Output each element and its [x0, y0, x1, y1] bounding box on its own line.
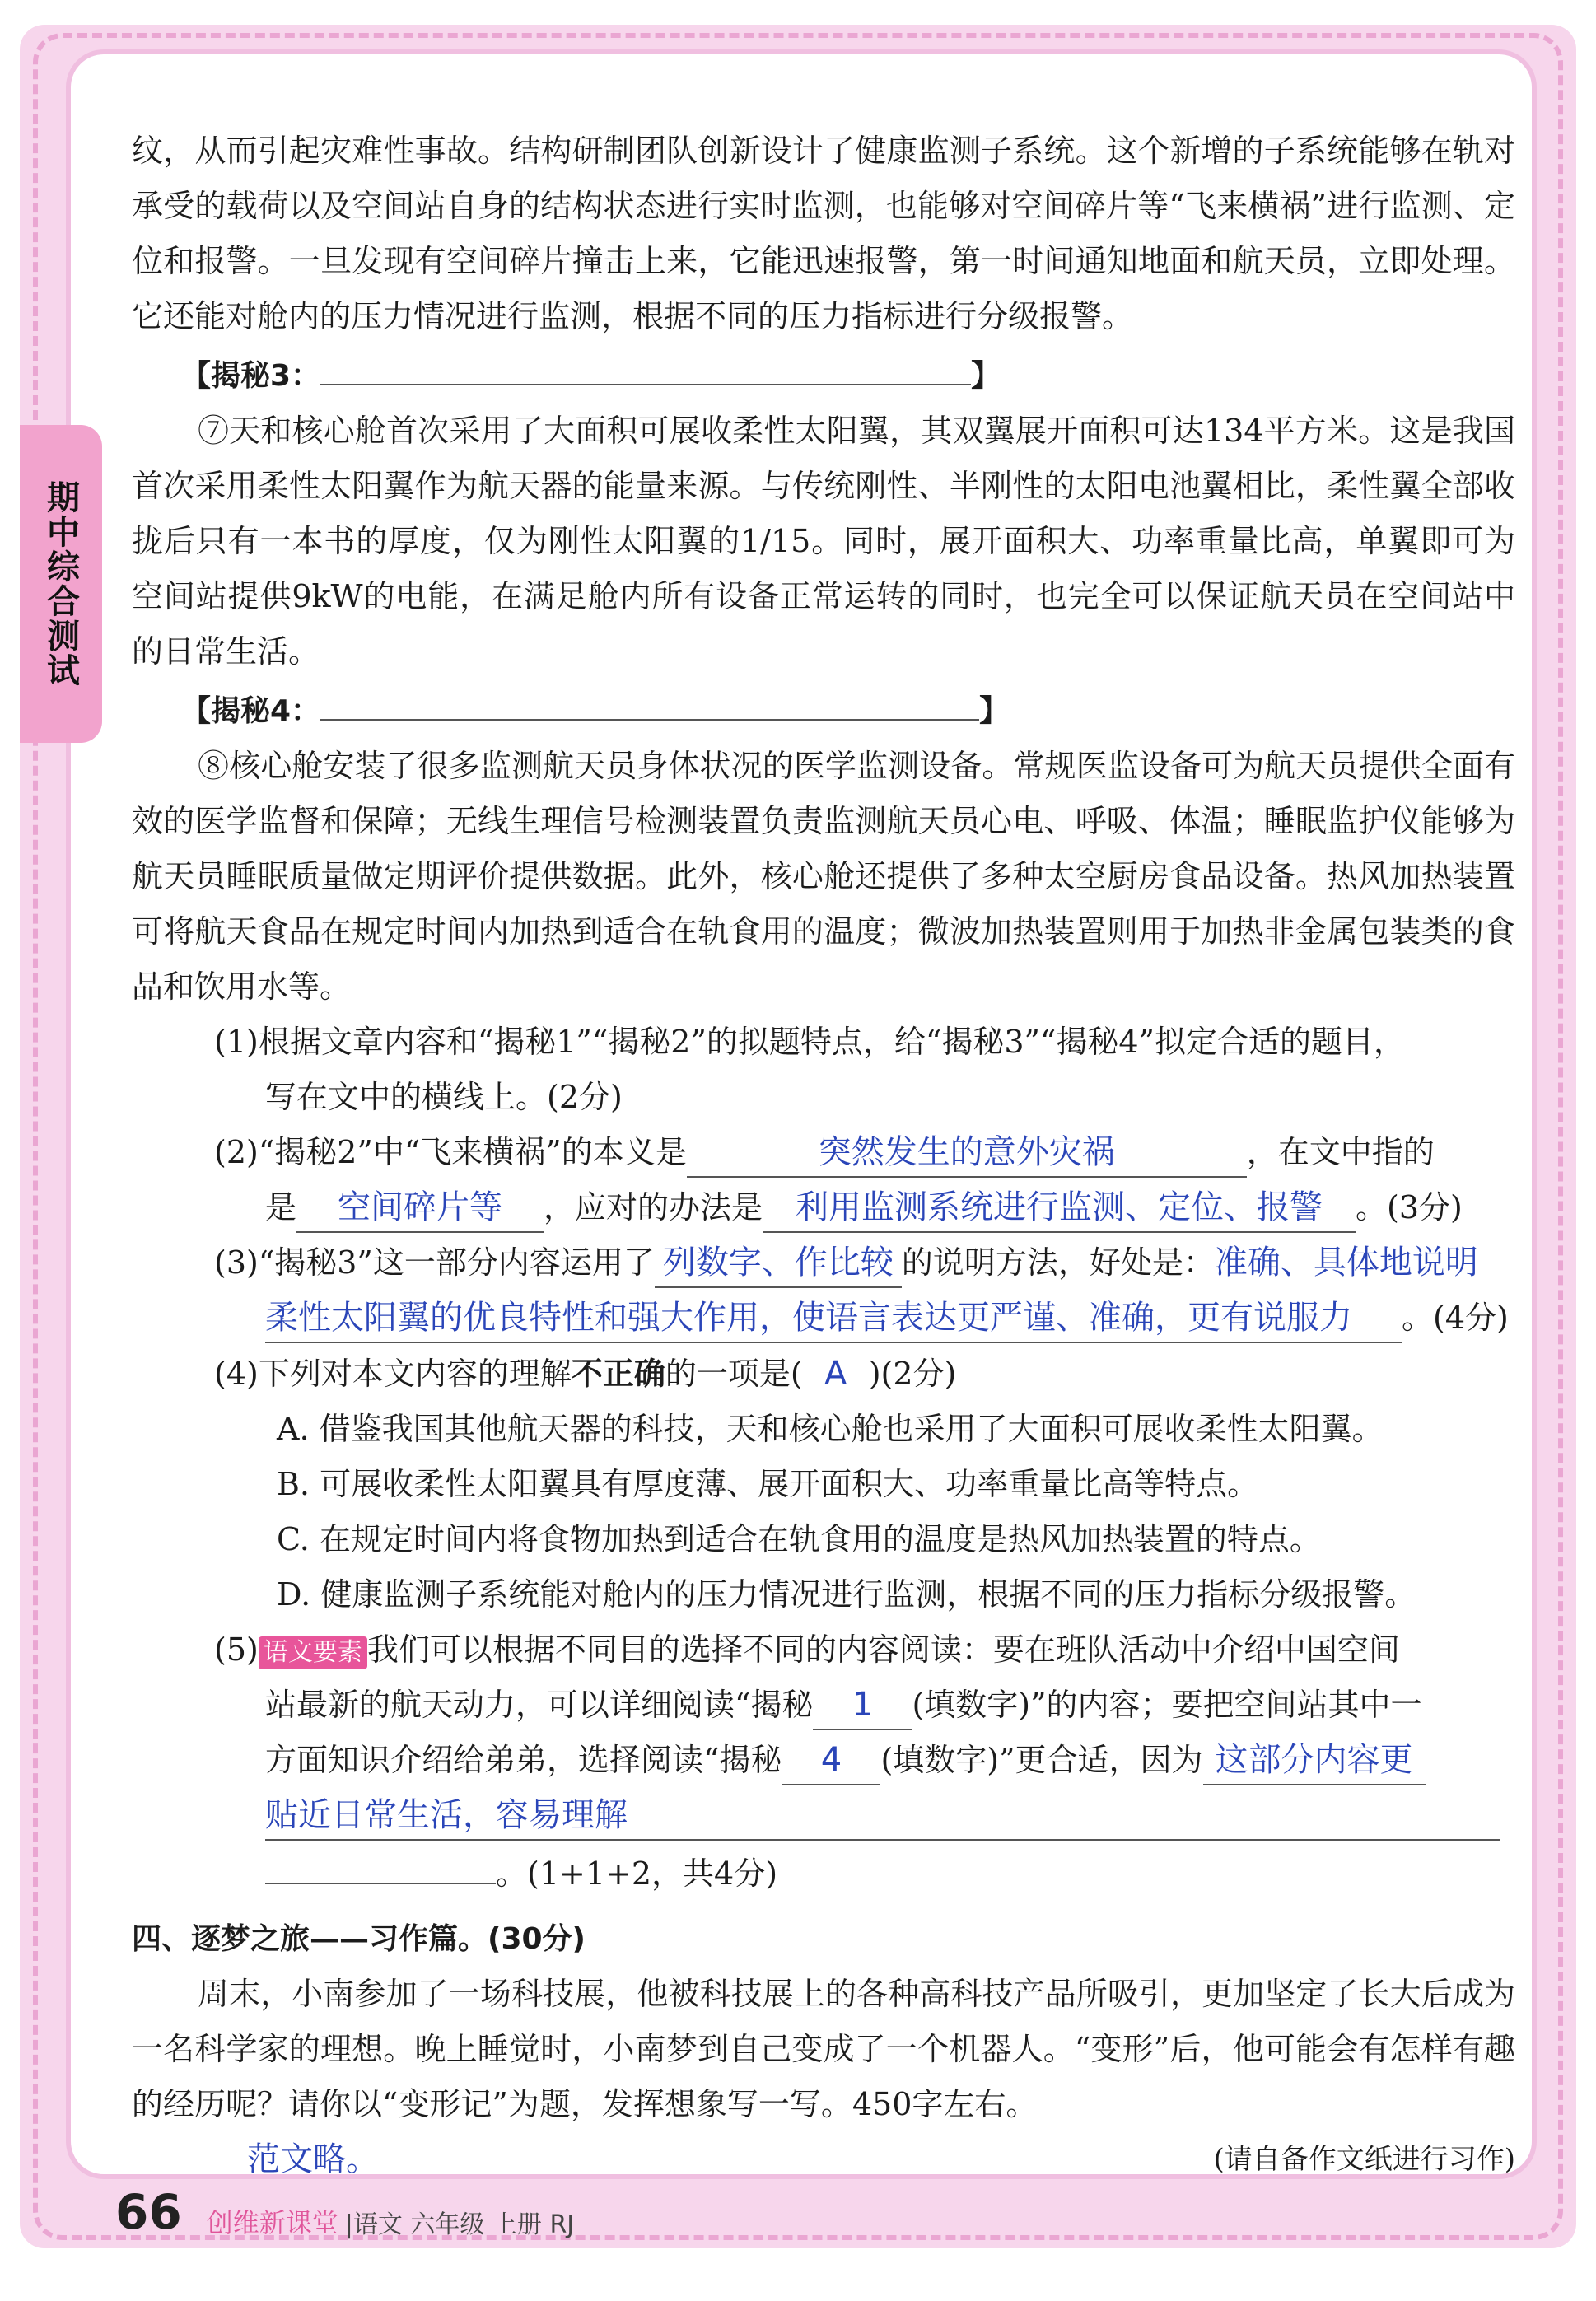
q5-answer-1[interactable]: 1	[813, 1681, 912, 1730]
page-footer	[115, 2174, 574, 2240]
passage-paragraph-7: ⑦天和核心舱首次采用了大面积可展收柔性太阳翼，其双翼展开面积可达134平方米。这是我国首次采用柔性太阳翼作为航天器的能量来源。与传统刚性、半刚性的太阳电池翼相比，柔性翼全部收拢后只有一本书的厚度，仅为刚性太阳翼的1/15。同时，展开面积大、功率重量比高，单翼即可为空间站提供9kW的电能，在满足舱内所有设备正常运转的同时，也完全可以保证航天员在空间站中的日常生活。	[132, 413, 1515, 670]
q5-answer-2[interactable]: 4	[782, 1736, 880, 1785]
option-a[interactable]: A. 借鉴我国其他航天器的科技，天和核心舱也采用了大面积可展收柔性太阳翼。	[277, 1411, 1384, 1447]
q3-answer-1[interactable]: 列数字、作比较	[655, 1239, 902, 1288]
q3-answer-3[interactable]: 柔性太阳翼的优良特性和强大作用，使语言表达更严谨、准确，更有说服力	[265, 1294, 1402, 1343]
reveal-3-heading: 【揭秘3： 】	[181, 344, 1515, 404]
option-c[interactable]: C. 在规定时间内将食物加热到适合在轨食用的温度是热风加热装置的特点。	[277, 1521, 1321, 1557]
brand-name: 创维新课堂	[206, 2207, 338, 2238]
page-number: 66	[115, 2184, 182, 2240]
q5-answer-3c-blank[interactable]	[265, 1843, 496, 1884]
side-tab	[20, 425, 102, 743]
reveal-3-blank[interactable]	[320, 344, 971, 385]
section-4-title: 四、逐梦之旅——习作篇。(30分)	[132, 1922, 586, 1956]
reveal-4-heading: 【揭秘4： 】	[181, 679, 1515, 739]
section-4-answer[interactable]: 范文略。	[247, 2140, 379, 2178]
question-5: (5) 语文要素 我们可以根据不同目的选择不同的内容阅读：要在班队活动中介绍中国空间 站最新的航天动力，可以详细阅读“揭秘 1 (填数字)”的内容；要把空间站其中一 方面知识介绍给弟弟，选择阅读“揭秘 4 (填数字)”更合适，因为 这部分内容更 贴近日常生活，容易理解 。(1+1+2，共4分)	[214, 1622, 1515, 1902]
page-content	[132, 124, 1515, 2187]
question-2: (2)“揭秘2”中“飞来横祸”的本义是 突然发生的意外灾祸 ，在文中指的 是 空间碎片等 ，应对的办法是 利用监测系统进行监测、定位、报警 。(3分)	[214, 1125, 1515, 1235]
passage-paragraph-8: ⑧核心舱安装了很多监测航天员身体状况的医学监测设备。常规医监设备可为航天员提供全面有效的医学监督和保障；无线生理信号检测装置负责监测航天员心电、呼吸、体温；睡眠监护仪能够为航天员睡眠质量做定期评价提供数据。此外，核心舱还提供了多种太空厨房食品设备。热风加热装置可将航天食品在规定时间内加热到适合在轨食用的温度；微波加热装置则用于加热非金属包装类的食品和饮用水等。	[132, 748, 1515, 1005]
reveal-4-blank[interactable]	[320, 679, 979, 721]
option-b[interactable]: B. 可展收柔性太阳翼具有厚度薄、展开面积大、功率重量比高等特点。	[277, 1466, 1259, 1502]
q2-answer-2[interactable]: 空间碎片等	[296, 1183, 544, 1233]
section-4-prompt: 周末，小南参加了一场科技展，他被科技展上的各种高科技产品所吸引，更加坚定了长大后成为一名科学家的理想。晚上睡觉时，小南梦到自己变成了一个机器人。“变形”后，他可能会有怎样有趣的经历呢？请你以“变形记”为题，发挥想象写一写。450字左右。	[132, 1976, 1515, 2122]
section-4-note: (请自备作文纸进行习作)	[1213, 2143, 1515, 2176]
q5-answer-3b[interactable]: 贴近日常生活，容易理解	[265, 1791, 1500, 1841]
question-3: (3)“揭秘3”这一部分内容运用了 列数字、作比较 的说明方法，好处是：准确、具体地说明 柔性太阳翼的优良特性和强大作用，使语言表达更严谨、准确，更有说服力 。(4分)	[214, 1235, 1515, 1346]
q2-answer-3[interactable]: 利用监测系统进行监测、定位、报警	[763, 1183, 1356, 1233]
book-info: |语文 六年级 上册 RJ	[344, 2210, 575, 2239]
question-4: (4)下列对本文内容的理解不正确的一项是( A )(2分)	[214, 1346, 1515, 1402]
q3-answer-2[interactable]: 准确、具体地说明	[1214, 1244, 1478, 1281]
language-element-badge: 语文要素	[259, 1636, 367, 1669]
q5-answer-3a[interactable]: 这部分内容更	[1203, 1736, 1426, 1785]
question-1: (1)根据文章内容和“揭秘1”“揭秘2”的拟题特点，给“揭秘3”“揭秘4”拟定合适的题目， 写在文中的横线上。(2分)	[214, 1024, 1405, 1115]
q2-answer-1[interactable]: 突然发生的意外灾祸	[687, 1128, 1247, 1178]
q4-answer[interactable]: A	[824, 1355, 847, 1393]
passage-paragraph-intro: 纹，从而引起灾难性事故。结构研制团队创新设计了健康监测子系统。这个新增的子系统能够在轨对承受的载荷以及空间站自身的结构状态进行实时监测，也能够对空间碎片等“飞来横祸”进行监测、定位和报警。一旦发现有空间碎片撞击上来，它能迅速报警，第一时间通知地面和航天员，立即处理。它还能对舱内的压力情况进行监测，根据不同的压力指标进行分级报警。	[132, 133, 1515, 334]
option-d[interactable]: D. 健康监测子系统能对舱内的压力情况进行监测，根据不同的压力指标分级报警。	[277, 1576, 1416, 1613]
side-tab-label: 期中综合测试	[41, 480, 80, 688]
